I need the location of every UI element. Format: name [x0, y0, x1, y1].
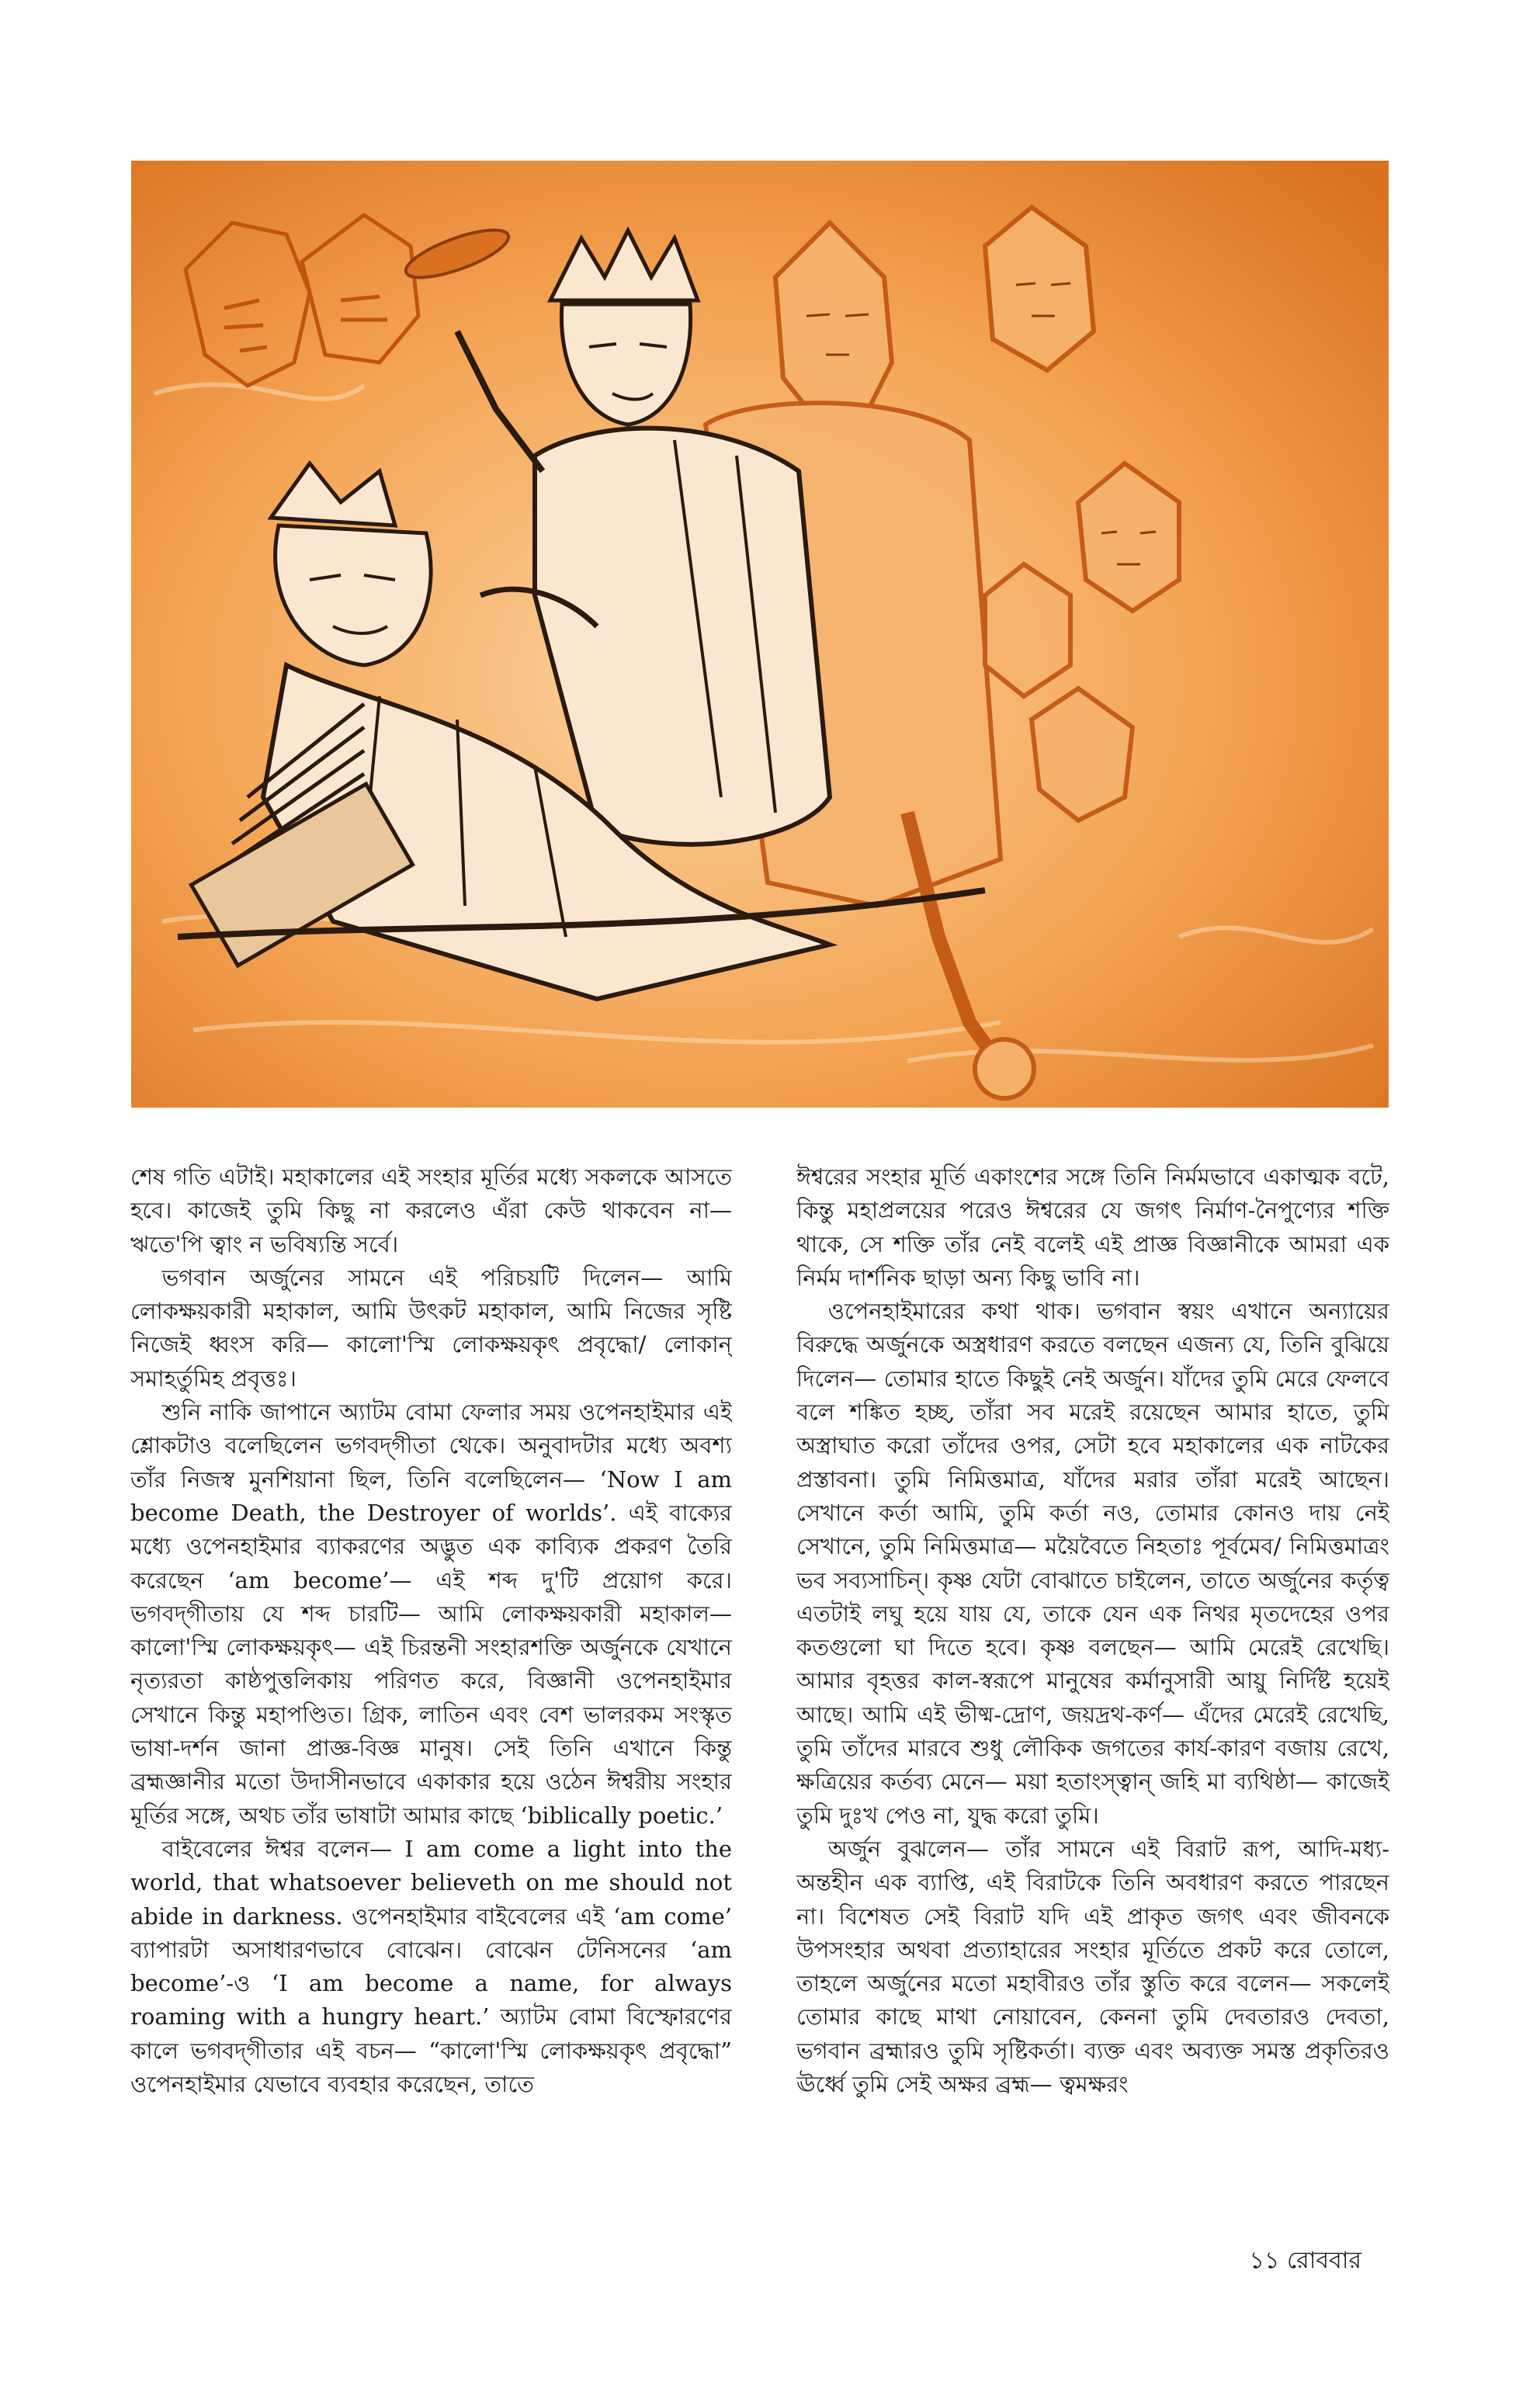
publication-name: রোববার — [1287, 2247, 1361, 2274]
article-body — [130, 1160, 1389, 2232]
paragraph: বাইবেলের ঈশ্বর বলেন— I am come a light into the world, that whatsoever believeth on me should not abide in darkness. ওপেনহাইমার বাইবেলের এই ‘am come’ ব্যাপারটা অসাধারণভাবে বোঝেন। বোঝেন টেনিসনের ‘am become’-ও ‘I am become a name, for always roaming with a hungry heart.’ অ্যাটম বোমা বিস্ফোরণের কালে ভগবদ্‌গীতার এই বচন— “কালো'স্মি লোকক্ষয়কৃৎ প্রবৃদ্ধো” ওপেনহাইমার যেভাবে ব্যবহার করেছেন, তাতে — [130, 1835, 732, 2098]
article-column-left — [130, 1160, 732, 2232]
page-footer — [1250, 2242, 1361, 2281]
krishna-arjuna-illustration — [131, 161, 1389, 1108]
paragraph: ওপেনহাইমারের কথা থাক। ভগবান স্বয়ং এখানে অন্যায়ের বিরুদ্ধে অর্জুনকে অস্ত্রধারণ করতে বলছেন এজন্য যে, তিনি বুঝিয়ে দিলেন— তোমার হাতে কিছুই নেই অর্জুন। যাঁদের তুমি মেরে ফেলবে বলে শঙ্কিত হচ্ছ, তাঁরা সব মরেই রয়েছেন আমার হাতে, তুমি অস্ত্রাঘাত করো তাঁদের ওপর, সেটা হবে মহাকালের এক নাটকের প্রস্তাবনা। তুমি নিমিত্তমাত্র, যাঁদের মরার তাঁরা মরেই আছেন। সেখানে কর্তা আমি, তুমি কর্তা নও, তোমার কোনও দায় নেই সেখানে, তুমি নিমিত্তমাত্র— ময়ৈবৈতে নিহতাঃ পূর্বমেব/ নিমিত্তমাত্রং ভব সব্যসাচিন্‌। কৃষ্ণ যেটা বোঝাতে চাইলেন, তাতে অর্জুনের কর্তৃত্ব এতটাই লঘু হয়ে যায় যে, তাকে যেন এক নিথর মৃতদেহের ওপর কতগুলো ঘা দিতে হবে। কৃষ্ণ বলছেন— আমি মেরেই রেখেছি। আমার বৃহত্তর কাল-স্বরূপে মানুষের কর্মানুসারী আয়ু নির্দিষ্ট হয়েই আছে। আমি এই ভীষ্ম-দ্রোণ, জয়দ্রথ-কর্ণ— এঁদের মেরেই রেখেছি, তুমি তাঁদের মারবে শুধু লৌকিক জগতের কার্য-কারণ বজায় রেখে, ক্ষত্রিয়ের কর্তব্য মেনে— ময়া হতাংস্ত্বান্‌ জহি মা ব্যথিষ্ঠা— কাজেই তুমি দুঃখ পেও না, যুদ্ধ করো তুমি। — [796, 1298, 1389, 1829]
paragraph: শেষ গতি এটাই। মহাকালের এই সংহার মূর্তির মধ্যে সকলকে আসতে হবে। কাজেই তুমি কিছু না করলেও এঁরা কেউ থাকবেন না— ঋতে'পি ত্বাং ন ভবিষ্যন্তি সর্বে। — [130, 1164, 732, 1257]
illustration-artwork — [131, 161, 1389, 1108]
paragraph: ভগবান অর্জুনের সামনে এই পরিচয়টি দিলেন— আমি লোকক্ষয়কারী মহাকাল, আমি উৎকট মহাকাল, আমি নিজের সৃষ্টি নিজেই ধ্বংস করি— কালো'স্মি লোকক্ষয়কৃৎ প্রবৃদ্ধো/ লোকান্‌ সমাহর্তুমিহ প্রবৃত্তঃ। — [130, 1264, 732, 1392]
paragraph: শুনি নাকি জাপানে অ্যাটম বোমা ফেলার সময় ওপেনহাইমার এই শ্লোকটাও বলেছিলেন ভগবদ্‌গীতা থেকে। অনুবাদটার মধ্যে অবশ্য তাঁর নিজস্ব মুনশিয়ানা ছিল, তিনি বলেছিলেন— ‘Now I am become Death, the Destroyer of worlds’. এই বাক্যের মধ্যে ওপেনহাইমার ব্যাকরণের অদ্ভুত এক কাব্যিক প্রকরণ তৈরি করেছেন ‘am become’— এই শব্দ দু'টি প্রয়োগ করে। ভগবদ্‌গীতায় যে শব্দ চারটি— আমি লোকক্ষয়কারী মহাকাল— কালো'স্মি লোকক্ষয়কৃৎ— এই চিরন্তনী সংহারশক্তি অর্জুনকে যেখানে নৃত্যরতা কাষ্ঠপুত্তলিকায় পরিণত করে, বিজ্ঞানী ওপেনহাইমার সেখানে কিন্তু মহাপণ্ডিত। গ্রিক, লাতিন এবং বেশ ভালরকম সংস্কৃত ভাষা-দর্শন জানা প্রাজ্ঞ-বিজ্ঞ মানুষ। সেই তিনি এখানে কিন্তু ব্রহ্মজ্ঞানীর মতো উদাসীনভাবে একাকার হয়ে ওঠেন ঈশ্বরীয় সংহার মূর্তির সঙ্গে, অথচ তাঁর ভাষাটা আমার কাছে ‘biblically poetic.’ — [130, 1399, 732, 1829]
paragraph: অর্জুন বুঝলেন— তাঁর সামনে এই বিরাট রূপ, আদি-মধ্য-অন্তহীন এক ব্যাপ্তি, এই বিরাটকে তিনি অবধারণ করতে পারছেন না। বিশেষত সেই বিরাট যদি এই প্রাকৃত জগৎ এবং জীবনকে উপসংহার অথবা প্রত্যাহারের সংহার মূর্তিতে প্রকট করে তোলে, তাহলে অর্জুনের মতো মহাবীরও তাঁর স্তুতি করে বলেন— সকলেই তোমার কাছে মাথা নোয়াবেন, কেননা তুমি দেবতারও দেবতা, ভগবান ব্রহ্মারও তুমি সৃষ্টিকর্তা। ব্যক্ত এবং অব্যক্ত সমস্ত প্রকৃতিরও ঊর্ধ্বে তুমি সেই অক্ষর ব্রহ্ম— ত্বমক্ষরং — [796, 1835, 1389, 2098]
paragraph: ঈশ্বরের সংহার মূর্তি একাংশের সঙ্গে তিনি নির্মমভাবে একাত্মক বটে, কিন্তু মহাপ্রলয়ের পরেও ঈশ্বরের যে জগৎ নির্মাণ-নৈপুণ্যের শক্তি থাকে, সে শক্তি তাঁর নেই বলেই এই প্রাজ্ঞ বিজ্ঞানীকে আমরা এক নির্মম দার্শনিক ছাড়া অন্য কিছু ভাবি না। — [796, 1164, 1389, 1291]
page-number: ১১ — [1249, 2247, 1280, 2274]
article-column-right — [796, 1160, 1389, 2232]
